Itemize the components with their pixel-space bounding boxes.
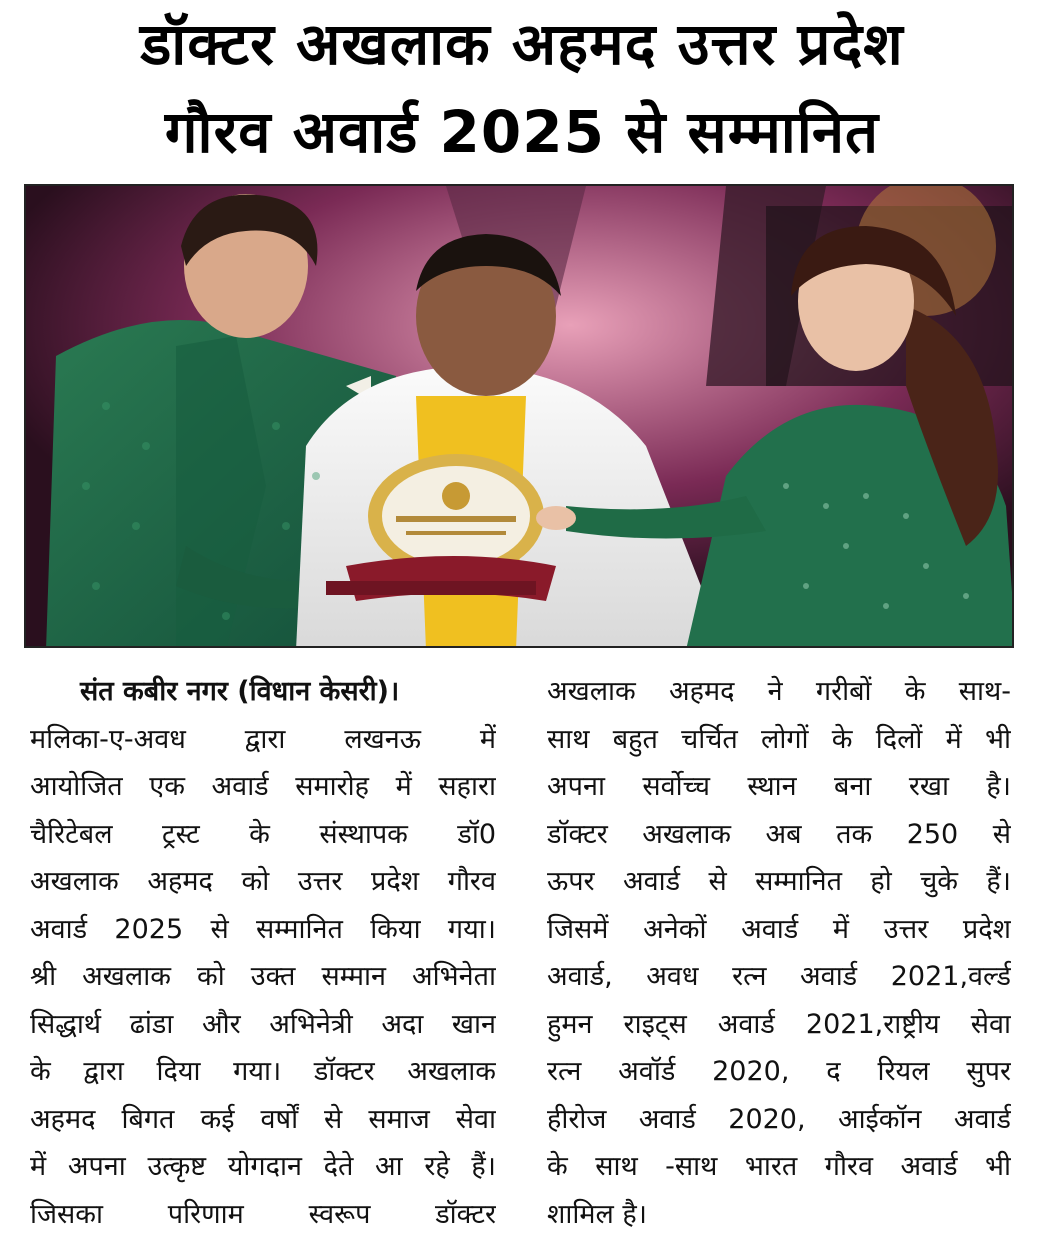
article-line: आयोजित एक अवार्ड समारोह में सहारा — [30, 771, 496, 802]
article-line: सिद्धार्थ ढांडा और अभिनेत्री अदा खान — [30, 1008, 496, 1040]
article-column-right — [547, 668, 1011, 1238]
article-line: अवार्ड, अवध रत्न अवार्ड 2021,वर्ल्ड — [547, 961, 1011, 992]
article-line: चैरिटेबल ट्रस्ट के संस्थापक डॉ0 — [30, 818, 496, 850]
article-line: अखलाक अहमद ने गरीबों के साथ- — [547, 676, 1011, 707]
photo-illustration — [26, 186, 1014, 648]
article-line: श्री अखलाक को उक्त सम्मान अभिनेता — [30, 961, 496, 992]
article-line: ऊपर अवार्ड से सम्मानित हो चुके हैं। — [547, 866, 1011, 897]
article-line: साथ बहुत चर्चित लोगों के दिलों में भी — [547, 723, 1011, 755]
article-column-left — [30, 668, 496, 1238]
article-line: शामिल है। — [547, 1198, 647, 1230]
article-line: अहमद बिगत कई वर्षों से समाज सेवा — [30, 1103, 496, 1135]
article-line: जिसका परिणाम स्वरूप डॉक्टर — [30, 1198, 496, 1230]
article-line: अखलाक अहमद को उत्तर प्रदेश गौरव — [30, 866, 496, 897]
article-line: हुमन राइट्स अवार्ड 2021,राष्ट्रीय सेवा — [547, 1008, 1011, 1040]
headline-line-2: गौरव अवार्ड 2025 से सम्मानित — [164, 98, 880, 166]
article-line: रत्न अवॉर्ड 2020, द रियल सुपर — [547, 1056, 1011, 1087]
headline-line-1: डॉक्टर अखलाक अहमद उत्तर प्रदेश — [140, 10, 904, 78]
article-line: हीरोज अवार्ड 2020, आईकॉन अवार्ड — [547, 1103, 1011, 1135]
award-ceremony-photo — [24, 184, 1014, 648]
article-line: डॉक्टर अखलाक अब तक 250 से — [547, 818, 1011, 850]
article-line: के द्वारा दिया गया। डॉक्टर अखलाक — [30, 1056, 496, 1087]
article-line: के साथ -साथ भारत गौरव अवार्ड भी — [547, 1151, 1011, 1182]
article-line: अपना सर्वोच्च स्थान बना रखा है। — [547, 771, 1011, 802]
article-line: में अपना उत्कृष्ट योगदान देते आ रहे हैं। — [30, 1151, 496, 1182]
article-dateline: संत कबीर नगर (विधान केसरी)। — [80, 676, 400, 707]
article-line: जिसमें अनेकों अवार्ड में उत्तर प्रदेश — [547, 913, 1011, 945]
headline — [0, 0, 1044, 180]
article-line: अवार्ड 2025 से सम्मानित किया गया। — [30, 913, 496, 945]
article-line: मलिका-ए-अवध द्वारा लखनऊ में — [30, 723, 496, 755]
